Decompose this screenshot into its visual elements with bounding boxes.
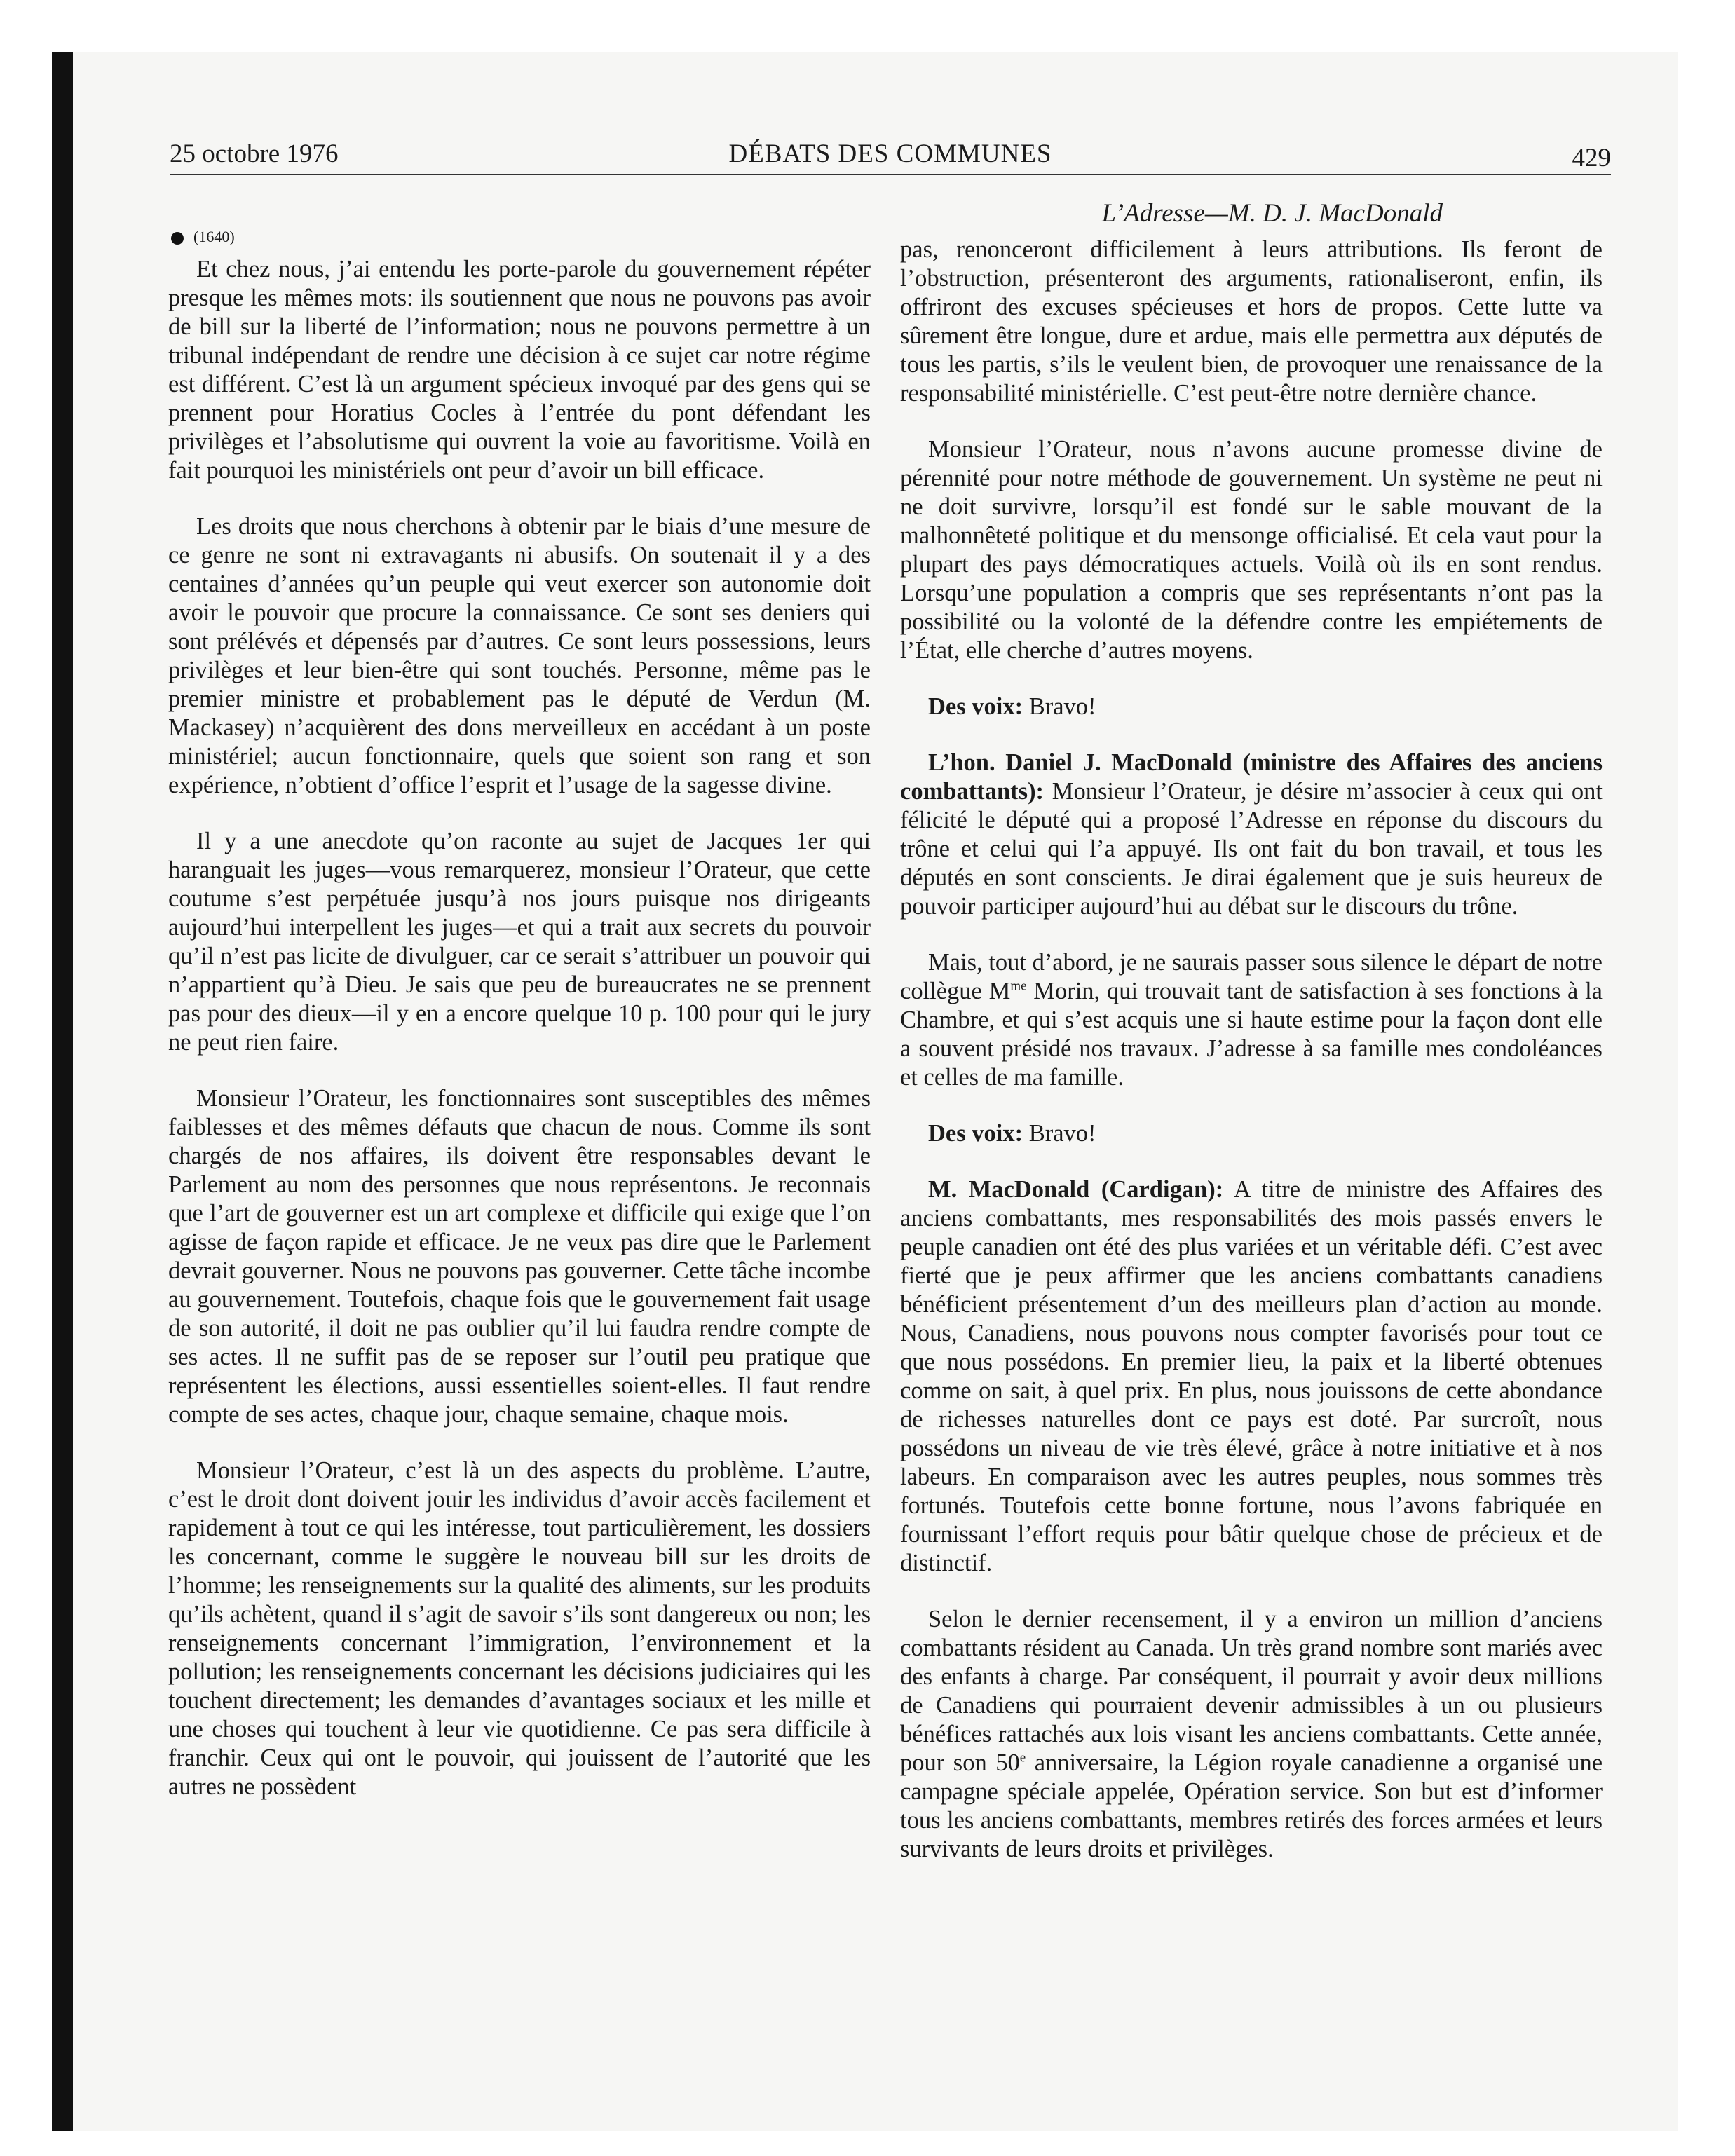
- bullet-icon: [171, 232, 184, 245]
- speaker-name: M. MacDonald (Cardigan):: [928, 1176, 1224, 1203]
- timestamp-text: (1640): [193, 228, 235, 245]
- superscript: e: [1019, 1750, 1026, 1766]
- timestamp: [168, 223, 871, 251]
- running-head: L’Adresse—M. D. J. MacDonald: [1101, 199, 1443, 228]
- paragraph-text: Mais, tout d’abord, je ne saurais passer sous silence le départ de notre collègue M: [900, 949, 1603, 1004]
- paragraph-text: Selon le dernier recensement, il y a environ un million d’anciens combattants résident au Canada. Un très grand nombre sont mariés avec des enfants à charge. Par conséquent, il pourrait y avoir deux millions de Canadiens qui pourraient devenir admissibles à un ou plusieurs bénéfices rattachés aux lois visant les anciens combattants. Cette année, pour son 50: [900, 1606, 1603, 1776]
- interjection: [900, 1119, 1603, 1148]
- paragraph: [900, 1605, 1603, 1864]
- left-column: [168, 223, 871, 1829]
- header-title: DÉBATS DES COMMUNES: [728, 139, 1052, 168]
- paragraph-text: anniversaire, la Légion royale canadienne a organisé une campagne spéciale appelée, Opération service. Son but est d’informer tous les anciens combattants, membres retirés des forces armées et leurs survivants de leurs droits et privilèges.: [900, 1749, 1603, 1862]
- paragraph: Les droits que nous cherchons à obtenir par le biais d’une mesure de ce genre ne sont ni extravagants ni abusifs. On soutenait il y a des centaines d’années qu’un peuple qui veut exercer son autonomie doit avoir le pouvoir que procure la connaissance. Ce sont ses deniers qui sont prélévés et dépensés par d’autres. Ce sont leurs possessions, leurs privilèges et leur bien-être qui sont touchés. Personne, même pas le premier ministre et probablement pas le député de Verdun (M. Mackasey) n’acquièrent des dons merveilleux en accédant à un poste ministériel; aucun fonctionnaire, quels que soient son rang et son expérience, n’obtient d’office l’esprit et l’usage de la sagesse divine.: [168, 513, 871, 798]
- page-number: 429: [1572, 144, 1611, 172]
- speaker-name: L’hon. Daniel J. MacDonald (ministre des Affaires des anciens combattants):: [900, 749, 1603, 805]
- speech-text: Monsieur l’Orateur, je désire m’associer à ceux qui ont félicité le député qui a proposé l’Adresse en réponse du discours du trône et celui qui l’a appuyé. Ils ont fait du bon travail, et tous les députés en sont conscients. Je dirai également que je suis heureux de pouvoir participer aujourd’hui au débat sur le discours du trône.: [900, 778, 1603, 920]
- paragraph-text: Morin, qui trouvait tant de satisfaction à ses fonctions à la Chambre, et qui s’est acquis une si haute estime pour la façon dont elle a souvent présidé nos travaux. J’adresse à sa famille mes condoléances et celles de ma famille.: [900, 978, 1603, 1091]
- paragraph: Il y a une anecdote qu’on raconte au sujet de Jacques 1er qui haranguait les juges—vous remarquerez, monsieur l’Orateur, que cette coutume s’est perpétuée jusqu’à nos jours puisque nos dirigeants aujourd’hui interpellent les juges—et qui a trait aux secrets du pouvoir qu’il n’est pas licite de divulguer, car ce serait s’attribuer un pouvoir qui n’appartient qu’à Dieu. Je sais que peu de bureaucrates ne se prennent pas pour des dieux—il y en a encore quelque 10 p. 100 pour qui le jury ne peut rien faire.: [168, 828, 871, 1056]
- interjection-text: Bravo!: [1023, 693, 1096, 720]
- paragraph: Et chez nous, j’ai entendu les porte-parole du gouvernement répéter presque les mêmes mots: ils soutiennent que nous ne pouvons pas avoir de bill sur la liberté de l’information; nous ne pouvons permettre à un tribunal indépendant de rendre une décision à ce sujet car notre régime est différent. C’est là un argument spécieux invoqué par des gens qui se prennent pour Horatius Cocles à l’entrée du pont défendant les privilèges et l’absolutisme qui ouvrent la voie au favoritisme. Voilà en fait pourquoi les ministériels ont peur d’avoir un bill efficace.: [168, 256, 871, 484]
- page-header: [170, 137, 1611, 175]
- interjection: [900, 692, 1603, 721]
- speaker-name: Des voix:: [928, 693, 1023, 720]
- speaker-name: Des voix:: [928, 1120, 1023, 1147]
- header-date: 25 octobre 1976: [170, 139, 339, 168]
- superscript: me: [1010, 978, 1027, 994]
- scan-edge-bar: [52, 52, 73, 2131]
- speech-paragraph: [900, 749, 1603, 921]
- speech-paragraph: [900, 1175, 1603, 1578]
- paragraph: Monsieur l’Orateur, c’est là un des aspects du problème. L’autre, c’est le droit dont doivent jouir les individus d’avoir accès facilement et rapidement à tout ce qui les intéresse, tout particulièrement, les dossiers les concernant, comme le suggère le nouveau bill sur les droits de l’homme; les renseignements sur la qualité des aliments, sur les produits qu’ils achètent, quand il s’agit de savoir s’ils sont dangereux ou non; les renseignements concernant l’immigration, l’environnement et la pollution; les renseignements concernant les décisions judiciaires qui les touchent directement; les demandes d’avantages sociaux et les mille et une choses qui touchent à leur vie quotidienne. Ce pas sera difficile à franchir. Ceux qui ont le pouvoir, qui jouissent de l’autorité que les autres ne possèdent: [168, 1457, 871, 1800]
- interjection-text: Bravo!: [1023, 1120, 1096, 1147]
- paragraph: Monsieur l’Orateur, nous n’avons aucune promesse divine de pérennité pour notre méthode de gouvernement. Un système ne peut ni ne doit survivre, lorsqu’il est fondé sur le sable mouvant de la malhonnêteté politique et du mensonge officialisé. Et cela vaut pour la plupart des pays démocratiques actuels. Voilà où ils en sont rendus. Lorsqu’une population a compris que ses représentants n’ont pas la possibilité ou la volonté de la défendre contre les empiétements de l’État, elle cherche d’autres moyens.: [900, 436, 1603, 664]
- paragraph: [900, 948, 1603, 1092]
- speech-text: A titre de ministre des Affaires des anciens combattants, mes responsabilités des mois passés envers le peuple canadien ont été des plus variées et un véritable défi. C’est avec fierté que je peux affirmer que les anciens combattants canadiens bénéficient présentement d’un des meilleurs plan d’action au monde. Nous, Canadiens, nous pouvons nous compter favorisés pour tout ce que nous possédons. En premier lieu, la paix et la liberté obtenues comme on sait, à quel prix. En plus, nous jouissons de cette abondance de richesses naturelles dont ce pays est doté. Par surcroît, nous possédons un niveau de vie très élevé, grâce à notre initiative et à nos labeurs. En comparaison avec les autres peuples, nous sommes très fortunés. Toutefois cette bonne fortune, nous l’avons fabriquée en fournissant l’effort requis pour bâtir quelque chose de précieux et de distinctif.: [900, 1176, 1603, 1576]
- paragraph: Monsieur l’Orateur, les fonctionnaires sont susceptibles des mêmes faiblesses et des mêmes défauts que chacun de nous. Comme ils sont chargés de nos affaires, ils doivent être responsables devant le Parlement au nom des personnes que nous représentons. Je reconnais que l’art de gouverner est un art complexe et difficile qui exige que l’on agisse de façon rapide et efficace. Je ne veux pas dire que le Parlement devrait gouverner. Nous ne pouvons pas gouverner. Cette tâche incombe au gouvernement. Toutefois, chaque fois que le gouvernement fait usage de son autorité, il doit ne pas oublier qu’il lui faudra rendre compte de ses actes. Il ne suffit pas de se reposer sur l’outil peu pratique que représentent les élections, aussi essentielles soient-elles. Il faut rendre compte de ses actes, chaque jour, chaque semaine, chaque mois.: [168, 1085, 871, 1428]
- paragraph: pas, renonceront difficilement à leurs attributions. Ils feront de l’obstruction, présenteront des arguments, rationaliseront, enfin, ils offriront des excuses spécieuses et hors de propos. Cette lutte va sûrement être longue, dure et ardue, mais elle permettra aux députés de tous les partis, s’ils le veulent bien, de provoquer une renaissance de la responsabilité ministérielle. C’est peut-être notre dernière chance.: [900, 236, 1603, 407]
- right-column: [900, 236, 1603, 1891]
